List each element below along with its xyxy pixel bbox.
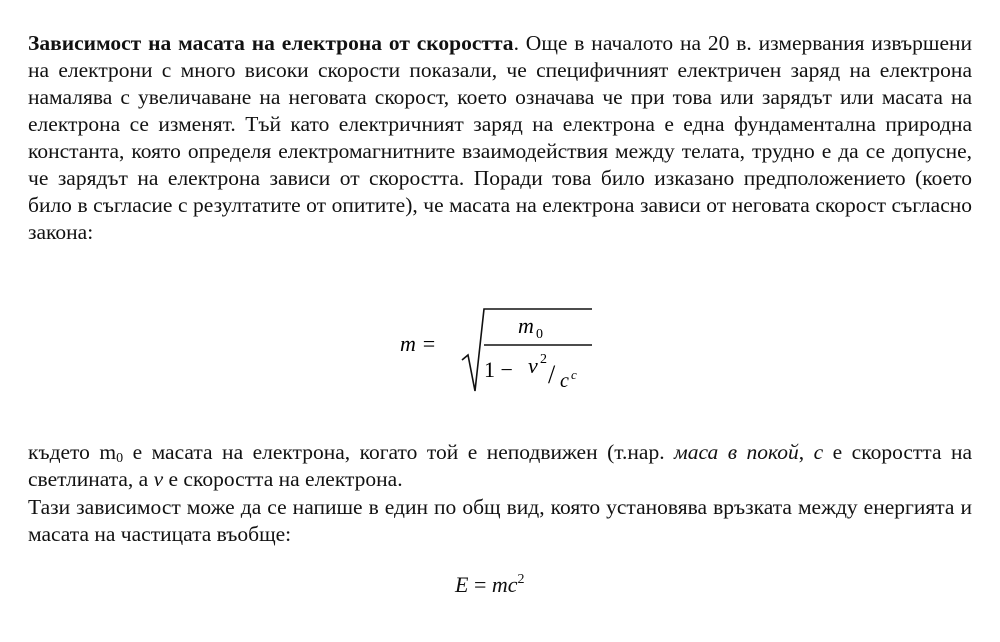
formula2-E: E <box>455 572 469 597</box>
paragraph-rest-mass <box>28 439 972 493</box>
p2-v-symbol: v <box>153 467 164 491</box>
paragraph-energy-mass <box>28 494 972 548</box>
denominator-c: c <box>560 370 569 392</box>
formula-lhs: m = <box>400 331 437 356</box>
formula2-mc: mc <box>491 572 518 597</box>
p2-part1: където m <box>28 440 117 464</box>
paragraph-body: . Още в началото на 20 в. измервания извършени на електрони с много високи скорости показали, че специфичният електричен заряд на електрона намалява с увеличаване на неговата скорост, което означава че при това или зарядът или масата на електрона се изменят. Тъй като електричният заряд на електрона е една фундаментална природна константа, която определя електромагнитните взаимодействия между телата, трудно е да се допусне, че зарядът на електрона зависи от скоростта. Поради това било изказано предположението (което било в съгласие с резултатите от опитите), че масата на електрона зависи от неговата скорост съгласно закона: <box>28 31 973 244</box>
paragraph-heading: Зависимост на масата на електрона от скоростта <box>28 31 514 55</box>
p2-part3: , <box>798 440 814 464</box>
paragraph-mass-dependence <box>28 30 972 246</box>
p2-rest-mass-term: маса в покой <box>674 440 799 464</box>
denominator-one-minus: 1 − <box>484 357 513 382</box>
numerator-m: m <box>518 313 534 338</box>
p2-part4: е скоростта на светлината, а <box>28 440 973 491</box>
mass-velocity-formula <box>400 305 620 397</box>
energy-mass-formula <box>455 572 525 598</box>
formula2-exp: 2 <box>517 572 525 587</box>
denominator-v: v <box>528 353 538 378</box>
denominator-v-exp: 2 <box>540 352 547 367</box>
formula2-eq: = <box>468 572 492 597</box>
p2-sub0: 0 <box>116 451 124 466</box>
p2-part5: е скоростта на електрона. <box>163 467 403 491</box>
numerator-sub: 0 <box>536 327 543 342</box>
denominator-c-exp: c <box>571 367 577 382</box>
p2-part2: е масата на електрона, когато той е неподвижен (т.нар. <box>123 440 675 464</box>
p2-c-symbol: c <box>813 440 824 464</box>
denominator-slash: / <box>548 360 556 389</box>
p3-text: Тази зависимост може да се напише в един по общ вид, която установява връзката между енергията и масата на частицата въобще: <box>28 495 972 546</box>
